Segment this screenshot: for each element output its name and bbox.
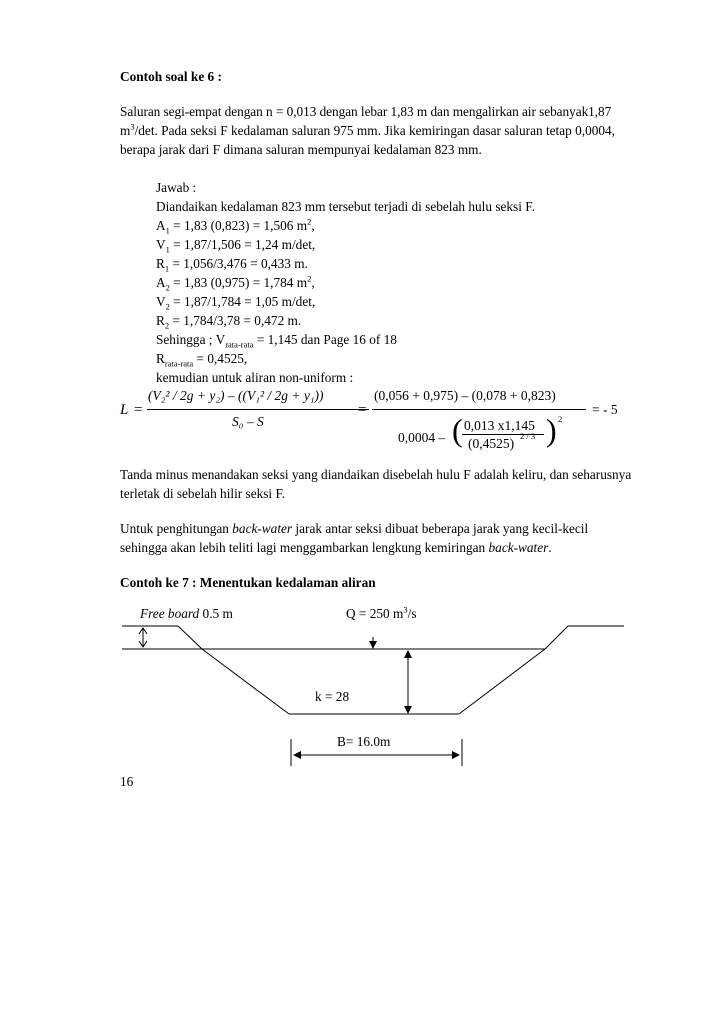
answer-a2: $A_2 = 1,83$ (0,975) = 1,784 $m^2$, bbox=[156, 273, 315, 293]
page-number: 16 bbox=[120, 774, 134, 789]
left-side-slope bbox=[202, 649, 289, 714]
answer-r1: $R_1 = 1,056/3,476 = 0,433$ m. bbox=[156, 256, 308, 274]
right-bank-step bbox=[545, 626, 568, 649]
paren-close-icon: ) bbox=[546, 412, 557, 448]
example-6-heading: Contoh soal ke 6 : bbox=[120, 69, 222, 84]
formula-eq-2: = bbox=[358, 402, 367, 418]
formula-inner-denominator: (0,4525) bbox=[468, 436, 515, 451]
left-bank-step bbox=[178, 626, 202, 649]
discharge-label: Q = 250 $m^3/s$ bbox=[346, 604, 417, 621]
answer-jawab: Jawab : bbox=[156, 180, 197, 195]
backwater-line-1: Untuk penghitungan back-water jarak antar seksi dibuat beberapa jarak yang kecil-kecil bbox=[120, 521, 589, 536]
formula-denominator-const: 0,0004 – bbox=[398, 430, 446, 445]
answer-r2: $R_2 = 1,784/3,78 = 0,472$ m. bbox=[156, 313, 302, 331]
formula-numerator-right: (0,056 + 0,975) – (0,078 + 0,823) bbox=[374, 388, 556, 403]
backwater-line-2: sehingga akan lebih teliti lagi menggambarkan lengkung kemiringan back-water. bbox=[120, 540, 552, 555]
right-side-slope bbox=[459, 649, 545, 714]
bottom-width-label: B= 16.0m bbox=[337, 734, 391, 749]
depth-arrow-up-icon bbox=[404, 650, 412, 658]
formula-eq-1: = bbox=[134, 402, 143, 418]
freeboard-label: Free board 0.5 m bbox=[140, 606, 233, 621]
answer-a1: $A_1 = 1,83$ (0,823) = 1,506 $m^2$, bbox=[156, 216, 315, 236]
answer-v1: $V_1 = 1,87/1,506 = 1,24$ m/det, bbox=[156, 237, 316, 255]
answer-nonuniform: kemudian untuk aliran non-uniform : bbox=[156, 370, 354, 385]
formula-inner-exponent: 2 / 3 bbox=[520, 431, 536, 441]
paren-open-icon: ( bbox=[452, 412, 463, 448]
problem-line-2: $m^3/\det$. Pada seksi F kedalaman saluran 975 mm. Jika kemiringan dasar saluran tetap 0,0004, bbox=[120, 121, 616, 138]
width-arrow-left-icon bbox=[293, 751, 301, 759]
problem-line-1: Saluran segi-empat dengan n = 0,013 dengan lebar 1,83 m dan mengalirkan air sebanyak1,87 bbox=[120, 104, 612, 119]
answer-v2: $V_2 = 1,87/1,784 = 1,05$ m/det, bbox=[156, 294, 316, 312]
formula-result: = - 5 bbox=[592, 402, 618, 417]
formula-numerator-left: (V₂² / 2g + y₂) – ((V₁² / 2g + y₁)) bbox=[148, 388, 324, 403]
formula-l: L bbox=[120, 402, 129, 418]
example-7-heading: Contoh ke 7 : Menentukan kedalaman aliran bbox=[120, 575, 376, 590]
formula-inner-numerator: 0,013 x1,145 bbox=[464, 418, 535, 433]
depth-arrow-down-icon bbox=[404, 706, 412, 714]
width-arrow-right-icon bbox=[452, 751, 460, 759]
conclusion-line-2: terletak di sebelah hilir seksi F. bbox=[120, 486, 286, 501]
answer-r-rata: $R_{rata-rata} = 0,4525$, bbox=[156, 351, 248, 369]
formula-denominator-left: S₀ – S bbox=[232, 414, 264, 429]
conclusion-line-1: Tanda minus menandakan seksi yang diandaikan disebelah hulu F adalah keliru, dan seharusnya bbox=[120, 467, 632, 482]
slope-label: k = 28 bbox=[315, 689, 350, 704]
answer-assumption: Diandaikan kedalaman 823 mm tersebut terjadi di sebelah hulu seksi F. bbox=[156, 199, 535, 214]
formula-outer-exponent: 2 bbox=[558, 414, 563, 424]
answer-sehingga: Sehingga ; $V_{rata-rata} = 1,145$ dan Page 16 of 18 bbox=[156, 332, 397, 350]
problem-line-3: berapa jarak dari F dimana saluran mempunyai kedalaman 823 mm. bbox=[120, 142, 482, 157]
